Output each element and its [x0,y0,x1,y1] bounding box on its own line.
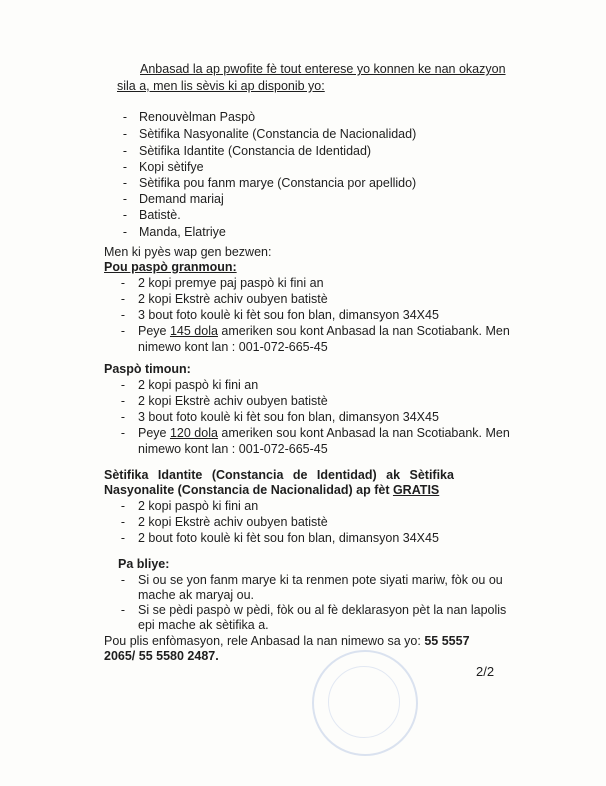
bullet-dash: - [120,410,126,424]
contact-line-1 [104,634,470,649]
adult-fee-amount: 145 dola [169,324,218,338]
bullet-dash: - [122,127,128,141]
papers-intro: Men ki pyès wap gen bezwen: [104,245,272,259]
bullet-dash: - [122,192,128,206]
seal-inner-ring [328,666,400,738]
bullet-dash: - [120,426,126,440]
contact-phone-1: 55 5557 [424,634,470,648]
service-item: Kopi sètifye [139,160,204,174]
child-fee-pre: Peye [138,426,170,440]
service-item: Manda, Elatriye [139,225,226,239]
bullet-dash: - [122,208,128,222]
adult-item: 2 kopi premye paj paspò ki fini an [138,276,324,290]
service-item: Demand mariaj [139,192,224,206]
bullet-dash: - [120,394,126,408]
bullet-dash: - [120,324,126,338]
certificate-item: 2 bout foto koulè ki fèt sou fon blan, dimansyon 34X45 [138,531,439,545]
service-item: Sètifika pou fanm marye (Constancia por apellido) [139,176,417,190]
bullet-dash: - [120,308,126,322]
child-fee-post: ameriken sou kont Anbasad la nan Scotiabank. Men [217,426,510,440]
child-account: nimewo kont lan : 001-072-665-45 [138,442,328,456]
bullet-dash: - [122,144,128,158]
child-item: 2 kopi paspò ki fini an [138,378,259,392]
adult-heading: Pou paspò granmoun: [104,260,237,274]
embassy-seal-stamp [312,650,418,756]
certificates-heading-line-2 [104,483,439,498]
bullet-dash: - [120,603,126,617]
service-item: Sètifika Idantite (Constancia de Identidad) [139,144,372,158]
bullet-dash: - [120,515,126,529]
child-fee [138,426,510,441]
service-item: Batistè. [139,208,181,222]
certificate-item: 2 kopi Ekstrè achiv oubyen batistè [138,515,328,529]
bullet-dash: - [122,110,128,124]
bullet-dash: - [120,292,126,306]
bullet-dash: - [120,531,126,545]
note-item-1-line-1: Si ou se yon fanm marye ki ta renmen pote siyati mariw, fòk ou ou [138,573,503,587]
bullet-dash: - [122,160,128,174]
bullet-dash: - [120,573,126,587]
page-number: 2/2 [476,664,495,679]
adult-fee [138,324,510,339]
intro-line-1: Anbasad la ap pwofite fè tout enterese yo konnen ke nan okazyon [140,62,506,76]
certificates-heading-text: Nasyonalite (Constancia de Nacionalidad) ap fèt [104,483,393,497]
note-item-2-line-2: epi mache ak sètifika a. [138,618,269,632]
adult-fee-post: ameriken sou kont Anbasad la nan Scotiabank. Men [217,324,510,338]
bullet-dash: - [120,499,126,513]
adult-account: nimewo kont lan : 001-072-665-45 [138,340,328,354]
service-item: Renouvèlman Paspò [139,110,256,124]
contact-line-2: 2065/ 55 5580 2487. [104,649,219,663]
adult-item: 3 bout foto koulè ki fèt sou fon blan, dimansyon 34X45 [138,308,439,322]
service-item: Sètifika Nasyonalite (Constancia de Nacionalidad) [139,127,417,141]
certificates-heading-line-1: Sètifika Idantite (Constancia de Identidad) ak Sètifika [104,468,454,482]
adult-item: 2 kopi Ekstrè achiv oubyen batistè [138,292,328,306]
certificates-free-label: GRATIS [392,483,440,497]
intro-line-2: sila a, men lis sèvis ki ap disponib yo: [117,79,325,93]
bullet-dash: - [120,378,126,392]
child-item: 3 bout foto koulè ki fèt sou fon blan, dimansyon 34X45 [138,410,439,424]
certificate-item: 2 kopi paspò ki fini an [138,499,259,513]
contact-text: Pou plis enfòmasyon, rele Anbasad la nan nimewo sa yo: [104,634,425,648]
child-heading: Paspò timoun: [104,362,191,376]
bullet-dash: - [120,276,126,290]
adult-fee-pre: Peye [138,324,170,338]
note-item-2-line-1: Si se pèdi paspò w pèdi, fòk ou al fè deklarasyon pèt la nan lapolis [138,603,507,617]
bullet-dash: - [122,225,128,239]
note-item-1-line-2: mache ak maryaj ou. [138,588,255,602]
child-fee-amount: 120 dola [169,426,218,440]
child-item: 2 kopi Ekstrè achiv oubyen batistè [138,394,328,408]
bullet-dash: - [122,176,128,190]
note-heading: Pa bliye: [118,557,170,571]
